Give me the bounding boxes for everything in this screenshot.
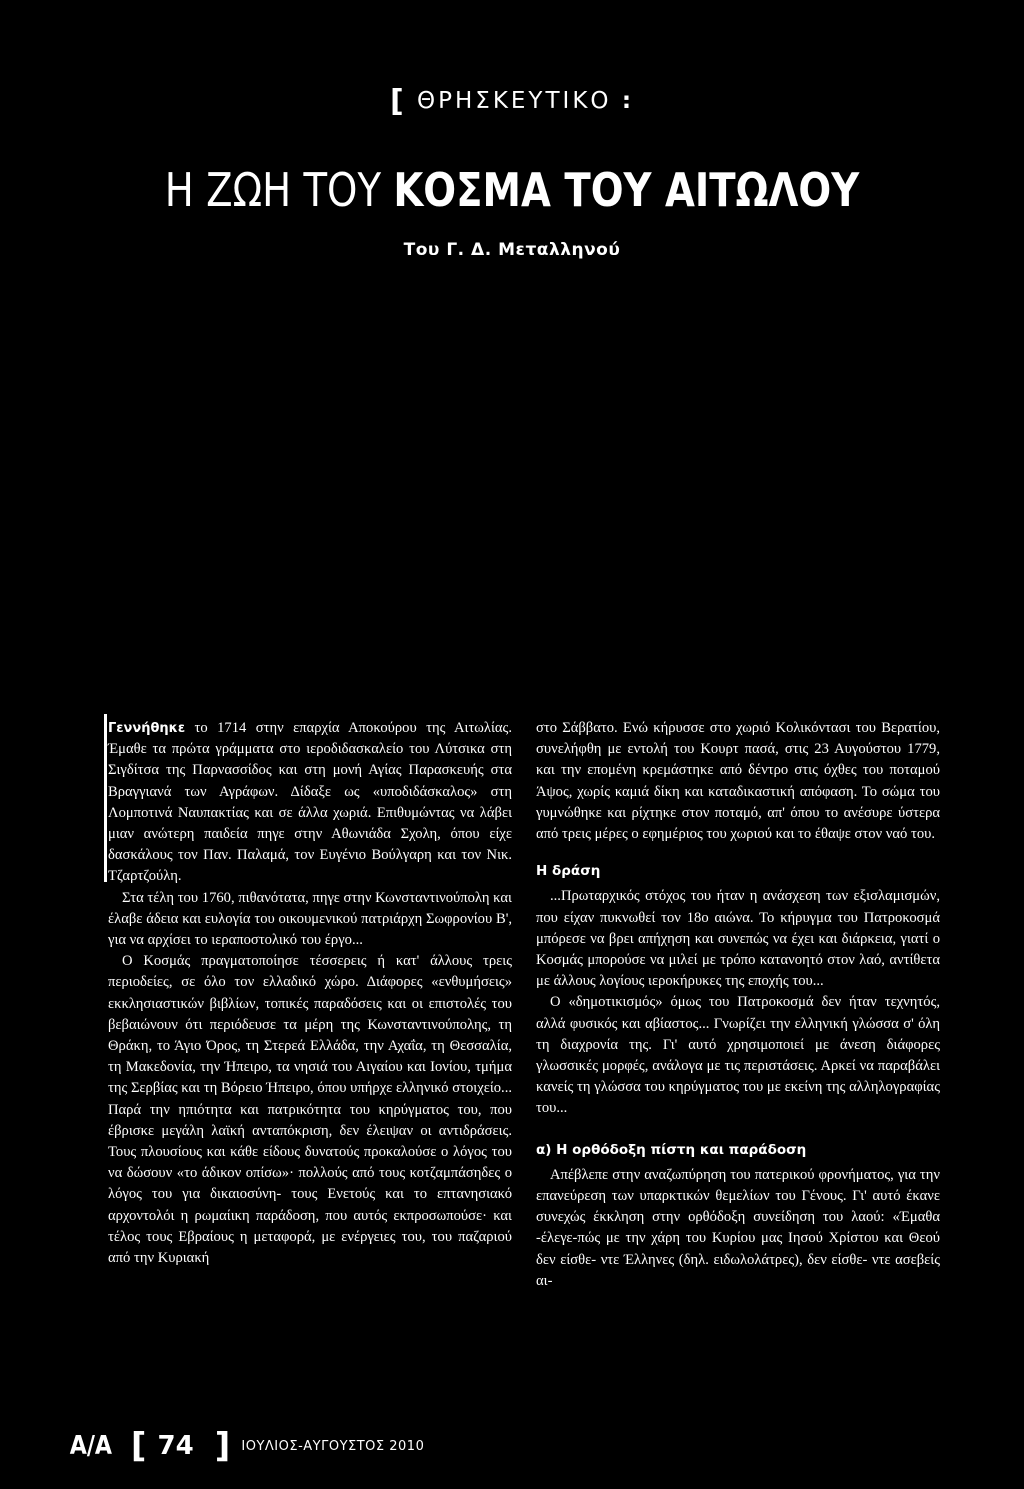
article-title — [82, 162, 942, 218]
bracket-open: [ — [130, 1426, 147, 1466]
lead-word: Γεννήθηκε — [108, 721, 186, 736]
bracket-close: ] — [214, 1426, 231, 1466]
margin-rule — [104, 714, 107, 882]
bracket-open: [ — [389, 84, 407, 119]
issue-date: ΙΟΥΛΙΟΣ-ΑΥΓΟΥΣΤΟΣ 2010 — [241, 1438, 425, 1454]
byline: Του Γ. Δ. Μεταλληνού — [403, 240, 621, 260]
title-bold: ΚΟΣΜΑ ΤΟΥ ΑΙΤΩΛΟΥ — [393, 163, 860, 217]
magazine-logo: Α/Α — [69, 1431, 113, 1461]
paragraph: στο Σάββατο. Ενώ κήρυσσε στο χωριό Κολικόντασι του Βερατίου, συνελήφθη με εντολή του Κουρτ πασά, στις 23 Αυγούστου 1779, και την επομένη κρεμάστηκε από δέντρο στις όχθες του ποταμού Άψος, χωρίς καμιά δίκη και καταδικαστική απόφαση. Το σώμα του γυμνώθηκε και ρίχτηκε στον ποταμό, απ' όπου το ανέσυρε ύστερα από τρεις μέρες ο εφημέριος του χωριού και το έθαψε στον ναό του. — [536, 720, 940, 843]
paragraph: Ο «δημοτικισμός» όμως του Πατροκοσμά δεν ήταν τεχνητός, αλλά φυσικός και αβίαστος... Γνωρίζει την ελληνική γλώσσα σ' όλη τη διαχρονία της. Γι' αυτό χρησιμοποιεί με άνεση διάφορες γλωσσικές μορφές, ανάλογα με τις περιστάσεις. Αρκεί να παραβάλει κανείς τη γλώσσα του κηρύγματος του με εκείνη της αλληλογραφίας του... — [536, 994, 940, 1117]
paragraph: Στα τέλη του 1760, πιθανότατα, πηγε στην Κωνσταντινούπολη και έλαβε άδεια και ευλογία του οικουμενικού πατριάρχη Σωφρονίου Β', για να αρχίσει το ιεραποστολικό του έργο... — [108, 889, 512, 949]
paragraph — [108, 718, 512, 888]
subheading-action: Η δράση — [536, 863, 601, 880]
right-column — [536, 718, 940, 1292]
page-footer — [66, 1426, 424, 1466]
paragraph: ...Πρωταρχικός στόχος του ήταν η ανάσχεση των εξισλαμισμών, που είχαν πυκνωθεί τον 18ο αιώνα. Το κήρυγμα του Πατροκοσμά μπόρεσε να βρει απήχηση και συνεπώς να έχει και διάρκεια, γιατί ο Κοσμάς μπορούσε να μιλεί με τρόπο κατανοητό στον λαό, αντίθετα με άλλους λογίους ιεροκήρυκες της εποχής του... — [536, 888, 940, 990]
paragraph: Απέβλεπε στην αναζωπύρηση του πατερικού φρονήματος, για την επανεύρεση των υπαρκτικών θεμελίων του Γένους. Γι' αυτό έκανε συνεχώς έκκληση στην ορθόδοξη συνείδηση του λαού: «Έμαθα -έλεγε-πώς με την χάρη του Κυρίου μας Ιησού Χρίστου και Θεού δεν είσθε- ντε Έλληνες (δηλ. ειδωλολάτρες), δεν είσθε- ντε ασεβείς αι- — [536, 1166, 940, 1289]
paragraph-text: το 1714 στην επαρχία Αποκούρου της Αιτωλίας. Έμαθε τα πρώτα γράμματα στο ιεροδιδασκαλείο του Λύτσικα στη Σιγδίτσα της Παρνασσίδος και στη μονή Αγίας Παρασκευής στα Βραγγιανά των Αγράφων. Δίδαξε ως «υποδιδάσκαλος» στη Λομποτινά Ναυπακτίας και σε άλλα χωριά. Επιθυμώντας να λάβει μιαν ανώτερη παιδεία πηγε στην Αθωνιάδα Σχολη, όπου είχε δασκάλους τον Παν. Παλαμά, τον Ευγένιο Βούλγαρη και τον Νικ. Τζαρτζούλη. — [108, 720, 512, 885]
subheading-orthodox-faith: α) Η ορθόδοξη πίστη και παράδοση — [536, 1141, 807, 1158]
section-header — [0, 84, 1024, 119]
title-light: Η ΖΩΗ ΤΟΥ — [164, 163, 394, 217]
left-column — [108, 718, 512, 1269]
section-colon: : — [621, 88, 635, 114]
paragraph: Ο Κοσμάς πραγματοποίησε τέσσερεις ή κατ' άλλους τρεις περιοδείες, σε όλο τον ελλαδικό χώρο. Διάφορες «ενθυμήσεις» εκκλησιαστικών βιβλίων, τοπικές παραδόσεις και οι επιστολές του βεβαιώνουν ότι περιόδευσε τα μέρη της Κωνσταντινούπολης, τη Θράκη, το Άγιο Όρος, τη Στερεά Ελλάδα, την Αχαΐα, τη Θεσσαλία, τη Μακεδονία, την Ήπειρο, τα νησιά του Αιγαίου και Ιονίου, τμήμα της Σερβίας και τη Βόρειο Ήπειρο, όπου υπήρχε ελληνικό στοιχείο... Παρά την ηπιότητα και πατρικότητα του κηρύγματος του, που έβρισκε μεγάλη λαϊκή ανταπόκριση, δεν έλειψαν οι αντιδράσεις. Τους πλουσίους και κάθε είδους δυνατούς προκαλούσε ο λόγος του να δώσουν «το άδικον οπίσω»· πολλούς από τους κοτζαμπάσηδες ο λόγος του για δικαιοσύνη- τους Ενετούς και το επτανησιακό αρχοντολόι η ρωμαίικη παράδοση, που αυτός εκπροσωπούσε· και τέλος τους Εβραίους η μεταφορά, με ενέργειες του, του παζαριού από την Κυριακή — [108, 953, 512, 1267]
section-label: ΘΡΗΣΚΕΥΤΙΚΟ — [417, 88, 612, 114]
page-number: 74 — [157, 1431, 194, 1461]
